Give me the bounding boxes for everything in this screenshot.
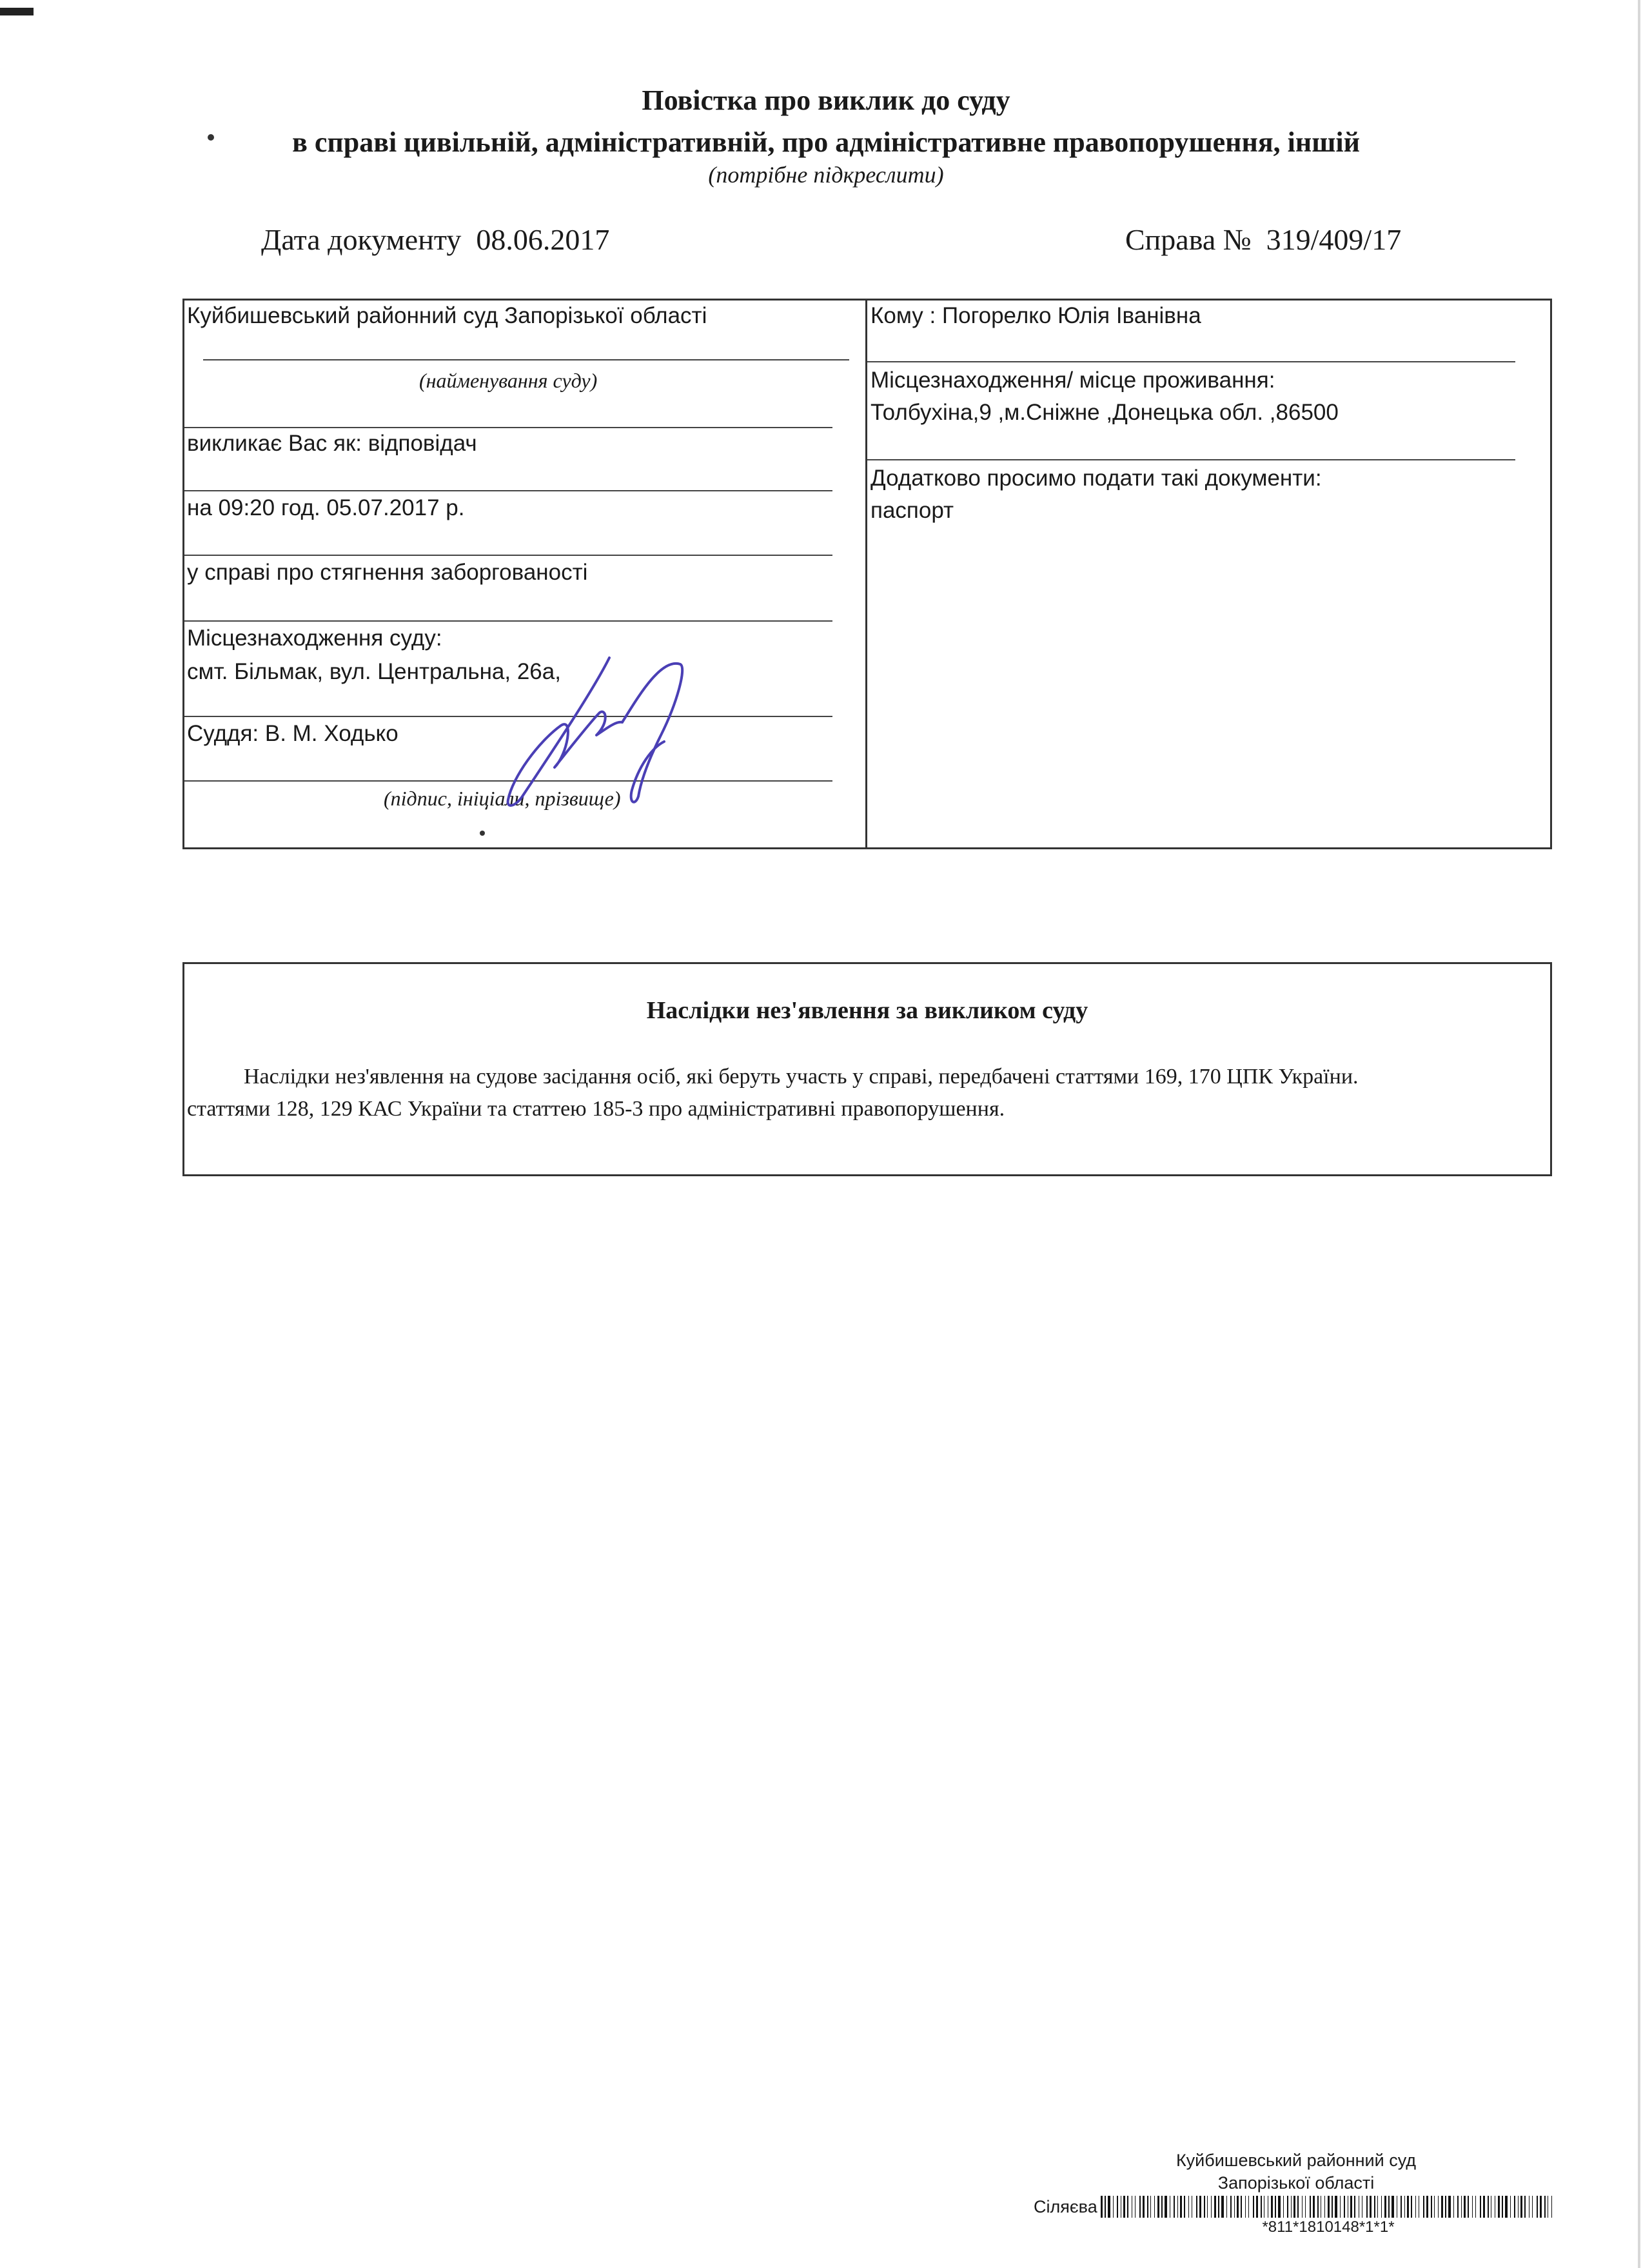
consequences-title: Наслідки нез'явлення за викликом суду (646, 997, 1088, 1024)
barcode-bar (1237, 2196, 1239, 2218)
consequences-line-1: Наслідки нез'явлення на судове засідання осіб, які беруть участь у справі, передбачені статтями 169, 170 ЦПК України. (244, 1065, 1359, 1089)
case-subject: у справі про стягнення заборгованості (187, 560, 588, 585)
barcode-bar (1154, 2196, 1155, 2218)
barcode-bar (1287, 2196, 1288, 2218)
barcode-bar (1188, 2196, 1189, 2218)
barcode-bar (1253, 2196, 1254, 2218)
barcode-bar (1388, 2196, 1390, 2218)
rule-case-subject (184, 620, 832, 622)
barcode-bar (1453, 2196, 1454, 2218)
addressee: Кому : Погорелко Юлія Іванівна (870, 303, 1201, 328)
residence-label: Місцезнаходження/ місце проживання: (870, 368, 1275, 393)
barcode-bar (1540, 2196, 1542, 2218)
barcode-bar (1461, 2196, 1462, 2218)
rule-court-name (203, 359, 849, 360)
handwritten-signature (477, 645, 709, 813)
barcode-bar (1117, 2196, 1118, 2218)
barcode-bar (1335, 2196, 1337, 2218)
barcode-bar (1230, 2196, 1232, 2218)
barcode-bar (1297, 2196, 1299, 2218)
underline-note: (потрібне підкреслити) (708, 162, 944, 188)
barcode-bar (1532, 2196, 1533, 2218)
barcode-bar (1207, 2196, 1208, 2218)
barcode-bar (1291, 2196, 1292, 2218)
case-value: 319/409/17 (1266, 223, 1402, 256)
barcode-bar (1498, 2196, 1500, 2218)
signature-caption: (підпис, ініціали, прізвище) (384, 787, 621, 810)
barcode-bar (1165, 2196, 1167, 2218)
barcode-bar (1123, 2196, 1125, 2218)
stamp-court-line: Куйбишевський районний суд (1175, 2151, 1417, 2170)
barcode-bar (1514, 2196, 1515, 2218)
barcode-bar (1524, 2196, 1526, 2218)
date-value: 08.06.2017 (476, 223, 610, 256)
barcode-bar (1431, 2196, 1432, 2218)
barcode-bar (1211, 2196, 1212, 2218)
barcode-bar (1214, 2196, 1216, 2218)
document-date (261, 222, 609, 257)
barcode-bar (1480, 2196, 1481, 2218)
court-location-label: Місцезнаходження суду: (187, 626, 442, 651)
barcode-bar (1328, 2196, 1330, 2218)
barcode-bar (1510, 2196, 1511, 2218)
document-title: Повістка про виклик до суду (642, 84, 1010, 116)
barcode-bar (1391, 2196, 1394, 2218)
barcode-bar (1381, 2196, 1382, 2218)
case-label: Справа № (1125, 223, 1252, 256)
barcode-bar (1108, 2196, 1110, 2218)
barcode-bar (1241, 2196, 1242, 2218)
residence-value: Толбухіна,9 ,м.Сніжне ,Донецька обл. ,86500 (870, 400, 1339, 425)
barcode-bar (1177, 2196, 1178, 2218)
column-divider (865, 299, 867, 847)
barcode-bar (1438, 2196, 1439, 2218)
barcode-bar (1184, 2196, 1185, 2218)
barcode-bar (1505, 2196, 1508, 2218)
barcode-bar (1147, 2196, 1148, 2218)
documents-label: Додатково просимо подати такі документи: (870, 466, 1322, 491)
ink-dot (480, 831, 485, 836)
barcode-bar (1271, 2196, 1273, 2218)
barcode-bar (1161, 2196, 1163, 2218)
barcode-bar (1551, 2196, 1552, 2218)
barcode-bar (1143, 2196, 1145, 2218)
barcode-number: *811*1810148*1*1* (1262, 2218, 1395, 2236)
barcode-bar (1150, 2196, 1151, 2218)
barcode-bar (1483, 2196, 1485, 2218)
rule-summons-as (184, 490, 832, 491)
barcode-bar (1221, 2196, 1224, 2218)
barcode-bar (1204, 2196, 1205, 2218)
barcode-bar (1105, 2196, 1106, 2218)
barcode-bar (1199, 2196, 1201, 2218)
barcode-bar (1377, 2196, 1378, 2218)
barcode-bar (1520, 2196, 1522, 2218)
barcode-bar (1302, 2196, 1303, 2218)
barcode-bar (1157, 2196, 1159, 2218)
barcode-bar (1248, 2196, 1249, 2218)
barcode-bar (1415, 2196, 1416, 2218)
barcode-bar (1434, 2196, 1435, 2218)
barcode-bar (1226, 2196, 1227, 2218)
summoned-as: викликає Вас як: відповідач (187, 431, 477, 456)
date-label: Дата документу (261, 223, 462, 256)
barcode-bar (1457, 2196, 1459, 2218)
barcode-bar (1278, 2196, 1281, 2218)
barcode-bar (1488, 2196, 1489, 2218)
barcode-bar (1384, 2196, 1386, 2218)
barcode-bar (1518, 2196, 1519, 2218)
barcode-bar (1317, 2196, 1319, 2218)
barcode-bar (1261, 2196, 1262, 2218)
stamp-region-line: Запорізької області (1217, 2173, 1375, 2193)
barcode-bar (1283, 2196, 1284, 2218)
documents-value: паспорт (870, 498, 954, 523)
barcode-bar (1468, 2196, 1469, 2218)
barcode-bar (1350, 2196, 1352, 2218)
barcode-bar (1366, 2196, 1368, 2218)
barcode-bar (1234, 2196, 1235, 2218)
case-number (1125, 222, 1401, 257)
barcode-bar (1180, 2196, 1182, 2218)
barcode-bar (1370, 2196, 1372, 2218)
consequences-line-2: статтями 128, 129 КАС України та статтею 185-3 про адміністративні правопорушення. (187, 1097, 1005, 1121)
barcode-bar (1196, 2196, 1197, 2218)
court-name-caption: (найменування суду) (419, 369, 598, 392)
consequences-text (187, 1061, 1541, 1125)
rule-court-caption (184, 427, 832, 428)
barcode-bar (1502, 2196, 1503, 2218)
barcode-bar (1305, 2196, 1306, 2218)
hearing-time: на 09:20 год. 05.07.2017 р. (187, 495, 465, 520)
barcode-bar (1101, 2196, 1103, 2218)
barcode-bar (1245, 2196, 1246, 2218)
barcode-bar (1174, 2196, 1175, 2218)
barcode-bar (1448, 2196, 1451, 2218)
rule-addressee (867, 361, 1515, 362)
barcode-bar (1404, 2196, 1405, 2218)
barcode-bar (1332, 2196, 1333, 2218)
barcode-bar (1127, 2196, 1128, 2218)
barcode-bar (1344, 2196, 1345, 2218)
barcode-bar (1256, 2196, 1258, 2218)
barcode-bar (1537, 2196, 1538, 2218)
barcode-bar (1313, 2196, 1315, 2218)
court-name: Куйбишевський районний суд Запорізької області (187, 303, 707, 328)
barcode-bar (1374, 2196, 1375, 2218)
barcode-bar (1472, 2196, 1473, 2218)
barcode-bar (1423, 2196, 1424, 2218)
barcode-bar (1411, 2196, 1412, 2218)
scan-corner-mark (0, 8, 34, 15)
barcode-bar (1324, 2196, 1325, 2218)
barcode-bar (1464, 2196, 1466, 2218)
rule-time (184, 555, 832, 556)
barcode-bar (1445, 2196, 1446, 2218)
barcode-bar (1407, 2196, 1409, 2218)
barcode-bar (1340, 2196, 1341, 2218)
barcode-bar (1426, 2196, 1428, 2218)
judge-name: Суддя: В. М. Ходько (187, 721, 398, 746)
barcode-bar (1275, 2196, 1276, 2218)
document-subtitle: в справі цивільній, адміністративній, про адміністративне правопорушення, іншій (292, 126, 1360, 158)
clerk-name: Сіляєва (1034, 2197, 1097, 2216)
scan-edge-line (1638, 0, 1640, 2268)
barcode (1101, 2196, 1554, 2218)
barcode-bar (1441, 2196, 1443, 2218)
barcode-bar (1354, 2196, 1355, 2218)
barcode-bar (1139, 2196, 1141, 2218)
barcode-bar (1135, 2196, 1136, 2218)
court-location-value: смт. Більмак, вул. Центральна, 26а, (187, 659, 561, 684)
barcode-bar (1218, 2196, 1219, 2218)
barcode-bar (1544, 2196, 1546, 2218)
barcode-bar (1401, 2196, 1402, 2218)
rule-residence (867, 459, 1515, 460)
barcode-bar (1113, 2196, 1114, 2218)
barcode-bar (1293, 2196, 1295, 2218)
barcode-bar (1475, 2196, 1476, 2218)
barcode-bar (1310, 2196, 1311, 2218)
